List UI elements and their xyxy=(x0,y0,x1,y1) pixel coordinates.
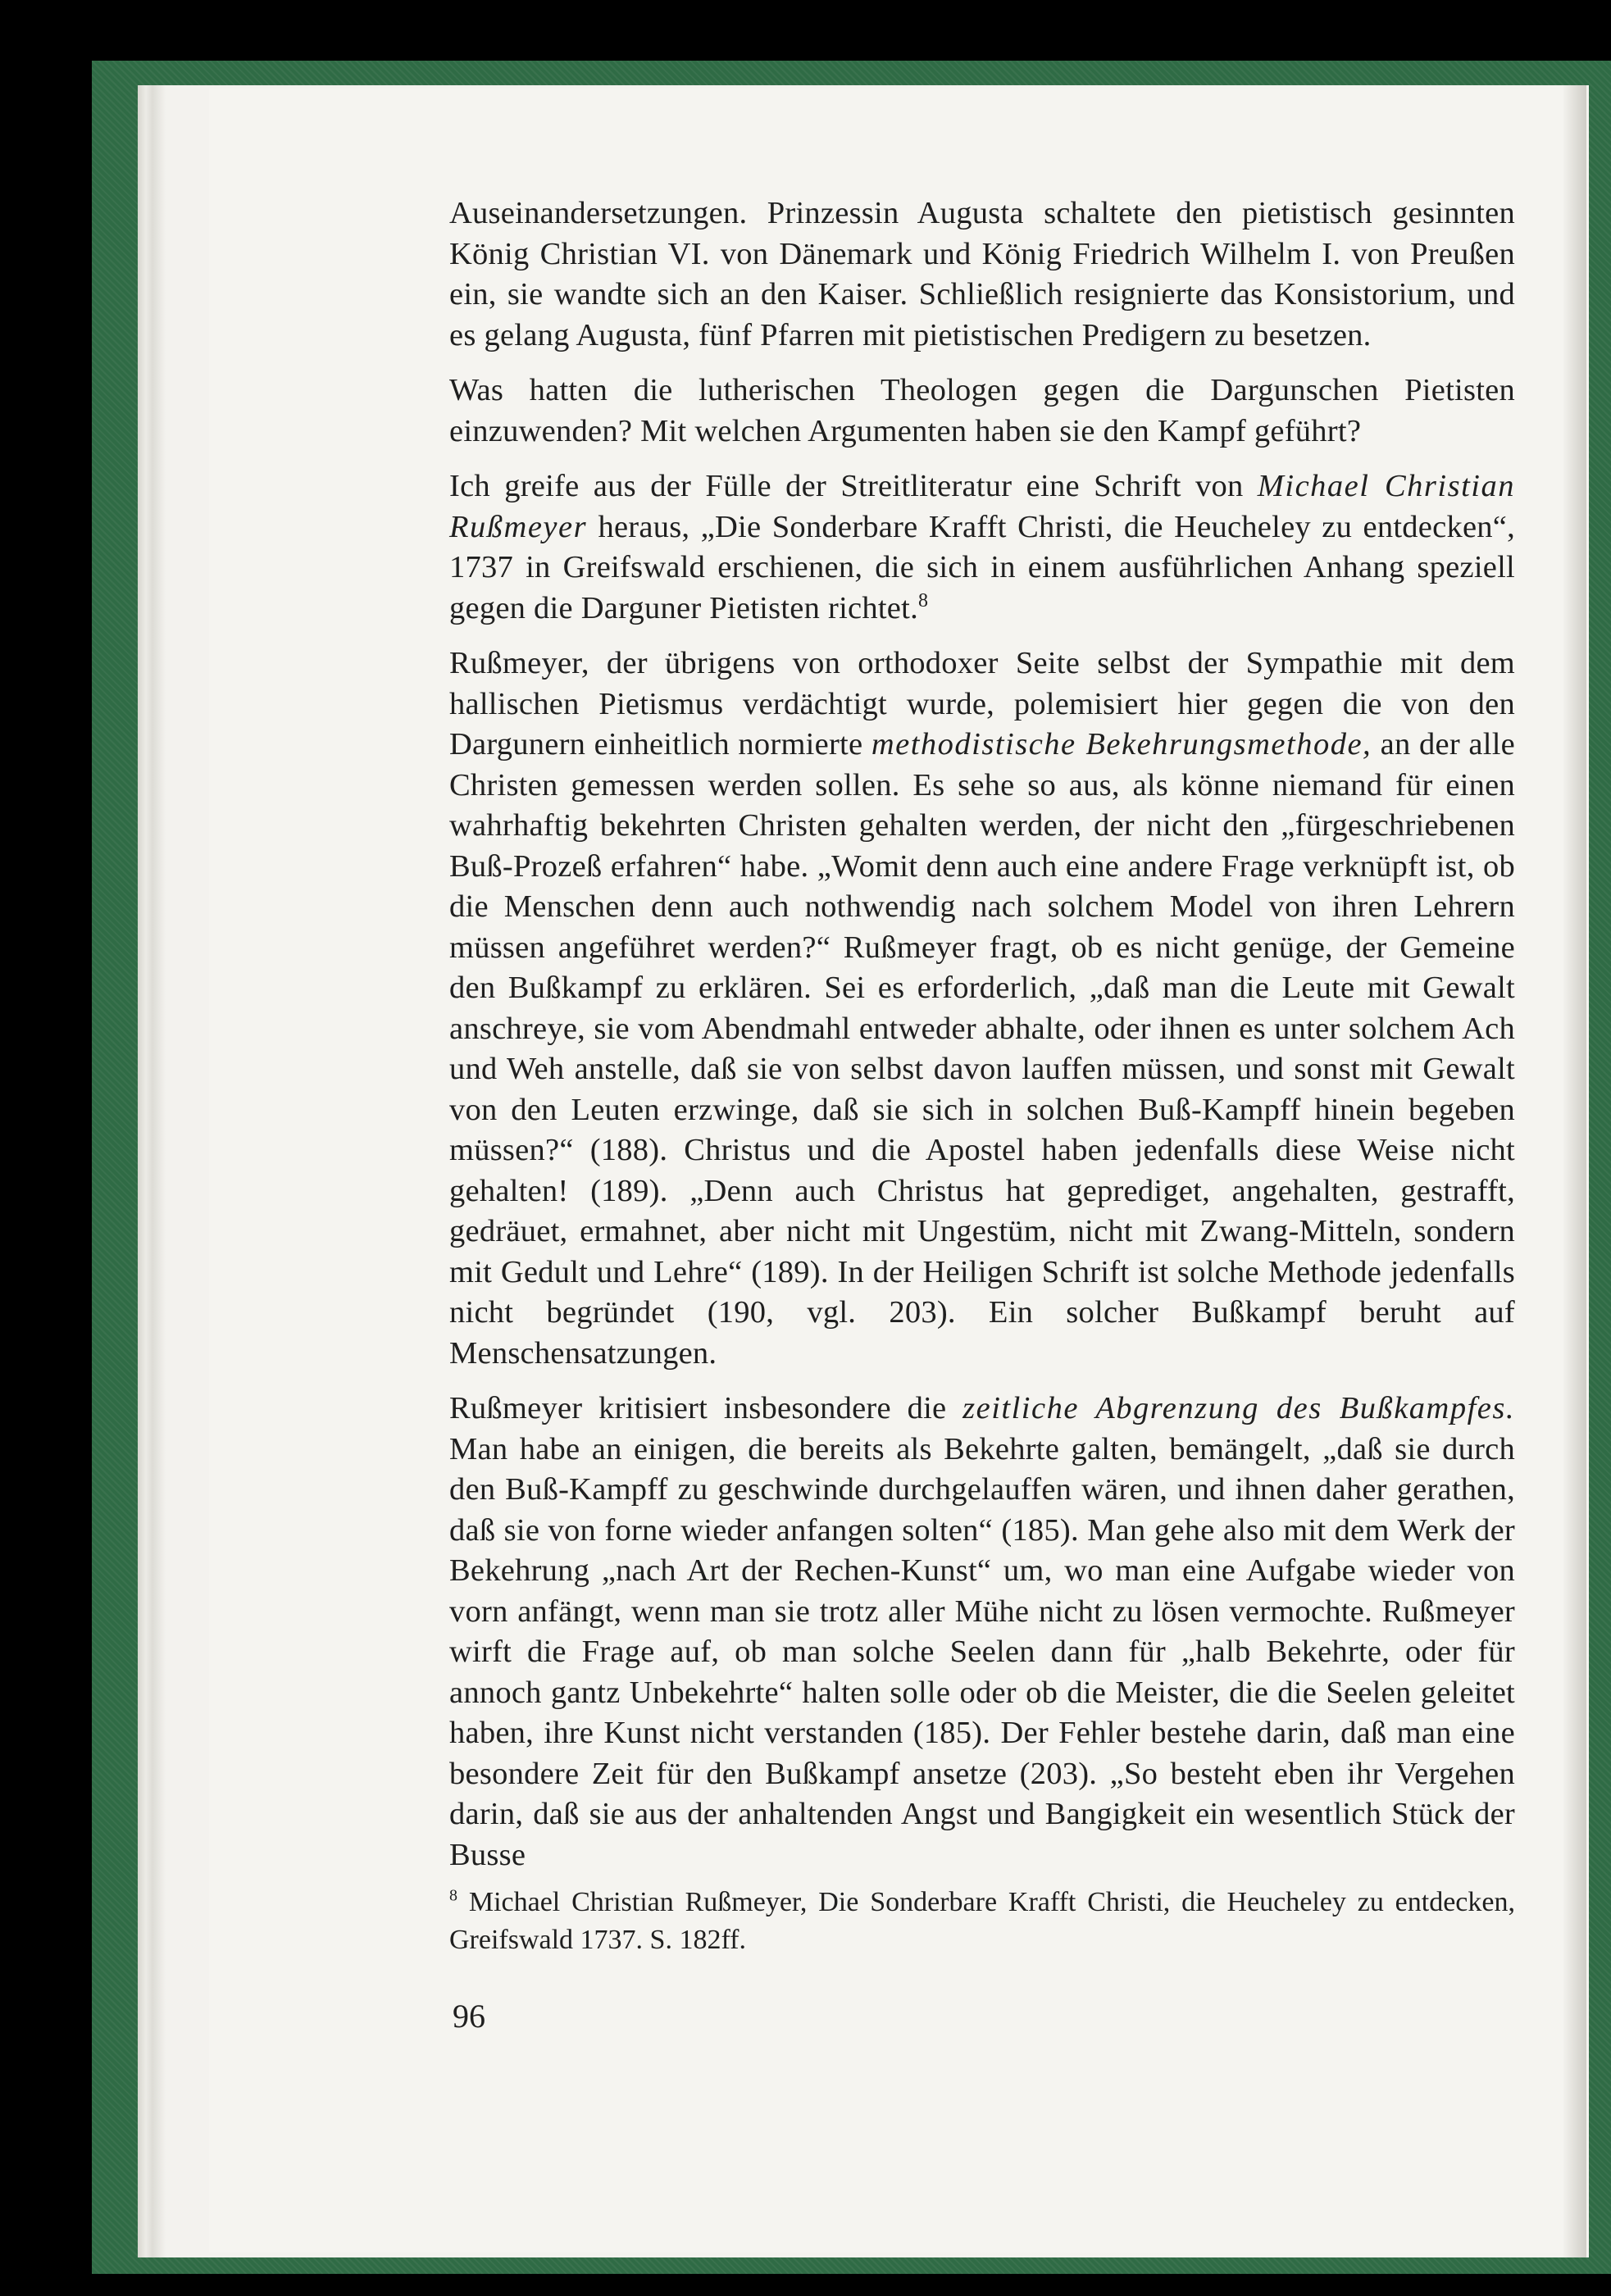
text-run: an der alle Christen gemessen werden sollen. Es sehe so aus, als könne niemand für einen wahrhaftig bekehrten Christen gehalten werden, der nicht den „fürgeschriebenen Buß-Prozeß erfahren“ habe. „Womit denn auch eine andere Frage verknüpft ist, ob die Menschen denn auch nothwendig nach solchem Model von ihren Lehrern müssen angeführet werden?“ Rußmeyer fragt, ob es nicht genüge, der Gemeine den Bußkampf zu erklären. Sei es erforderlich, „daß man die Leute mit Gewalt anschreye, sie vom Abendmahl entweder abhalte, oder ihnen es unter solchem Ach und Weh anstelle, daß sie von selbst davon lauffen müssen, und sonst mit Gewalt von den Leuten erzwinge, daß sie sich in solchen Buß-Kampff hinein begeben müssen?“ (188). Christus und die Apostel haben jedenfalls diese Weise nicht gehalten! (189). „Denn auch Christus hat geprediget, angehalten, gestrafft, gedräuet, ermahnet, aber nicht mit Ungestüm, nicht mit Zwang-Mitteln, sondern mit Gedult und Lehre“ (189). In der Heiligen Schrift ist solche Methode jedenfalls nicht begründet (190, vgl. 203). Ein solcher Bußkampf beruht auf Menschensatzungen. xyxy=(449,727,1515,1371)
body-text xyxy=(449,193,1515,1890)
footnote xyxy=(449,1884,1515,1959)
paragraph-3 xyxy=(449,466,1515,629)
text-run: Man habe an einigen, die bereits als Bekehrte galten, bemängelt, „daß sie durch den Buß-Kampff zu geschwinde durchgelauffen wären, und ihnen daher gerathen, daß sie von forne wieder anfangen solten“ (185). Man gehe also mit dem Werk der Bekehrung „nach Art der Rechen-Kunst“ um, wo man eine Aufgabe wieder von vorn anfängt, wenn man sie trotz aller Mühe nicht zu lösen vermochte. Rußmeyer wirft die Frage auf, ob man solche Seelen dann für „halb Bekehrte, oder für annoch gantz Unbekehrte“ halten solle oder ob die Meister, die die Seelen geleitet haben, ihre Kunst nicht verstanden (185). Der Fehler bestehe darin, daß man eine besondere Zeit für den Bußkampf ansetze (203). „So besteht eben ihr Vergehen darin, daß sie aus der anhaltenden Angst und Bangigkeit ein wesentlich Stück der Busse xyxy=(449,1431,1515,1872)
footnote-text: Michael Christian Rußmeyer, Die Sonderbare Krafft Christi, die Heucheley zu entdecken, Greifswald 1737. S. 182ff. xyxy=(449,1887,1515,1955)
text-run: Rußmeyer, der übrigens von orthodoxer Seite selbst der Sympathie mit dem hallischen Pietismus verdächtigt wurde, polemisiert hier gegen die von den Dargunern einheitlich normierte xyxy=(449,646,1515,762)
emphasis-author: Michael Christian Rußmeyer xyxy=(449,469,1515,544)
text-run: Rußmeyer kritisiert insbesondere die xyxy=(449,1391,963,1425)
paragraph-5 xyxy=(449,1389,1515,1875)
spine-shadow xyxy=(1563,85,1586,2257)
text-run: Auseinandersetzungen. Prinzessin Augusta schaltete den pietistisch gesinnten König Christian VI. von Dänemark und König Friedrich Wilhelm I. von Preußen ein, sie wandte sich an den Kaiser. Schließlich resignierte das Konsistorium, und es gelang Augusta, fünf Pfarren mit pietistischen Predigern zu besetzen. xyxy=(449,196,1515,352)
emphasis-term: zeitliche Abgrenzung des Bußkampfes. xyxy=(963,1391,1515,1425)
paragraph-4 xyxy=(449,643,1515,1374)
paragraph-1 xyxy=(449,193,1515,356)
footnote-marker: 8 xyxy=(449,1886,457,1905)
text-run: Ich greife aus der Fülle der Streitliteratur eine Schrift von xyxy=(449,469,1258,503)
text-run: heraus, „Die Sonderbare Krafft Christi, die Heucheley zu entdecken“, 1737 in Greifswald erschienen, die sich in einem ausführlichen Anhang speziell gegen die Darguner Pietisten richtet. xyxy=(449,509,1515,625)
footnote-ref[interactable]: 8 xyxy=(917,589,929,612)
text-run: Was hatten die lutherischen Theologen gegen die Dargunschen Pietisten einzuwenden? Mit welchen Argumenten haben sie den Kampf geführt? xyxy=(449,373,1515,448)
page-number: 96 xyxy=(453,1998,485,2035)
paragraph-2 xyxy=(449,371,1515,452)
emphasis-term: methodistische Bekehrungsmethode, xyxy=(871,727,1372,762)
